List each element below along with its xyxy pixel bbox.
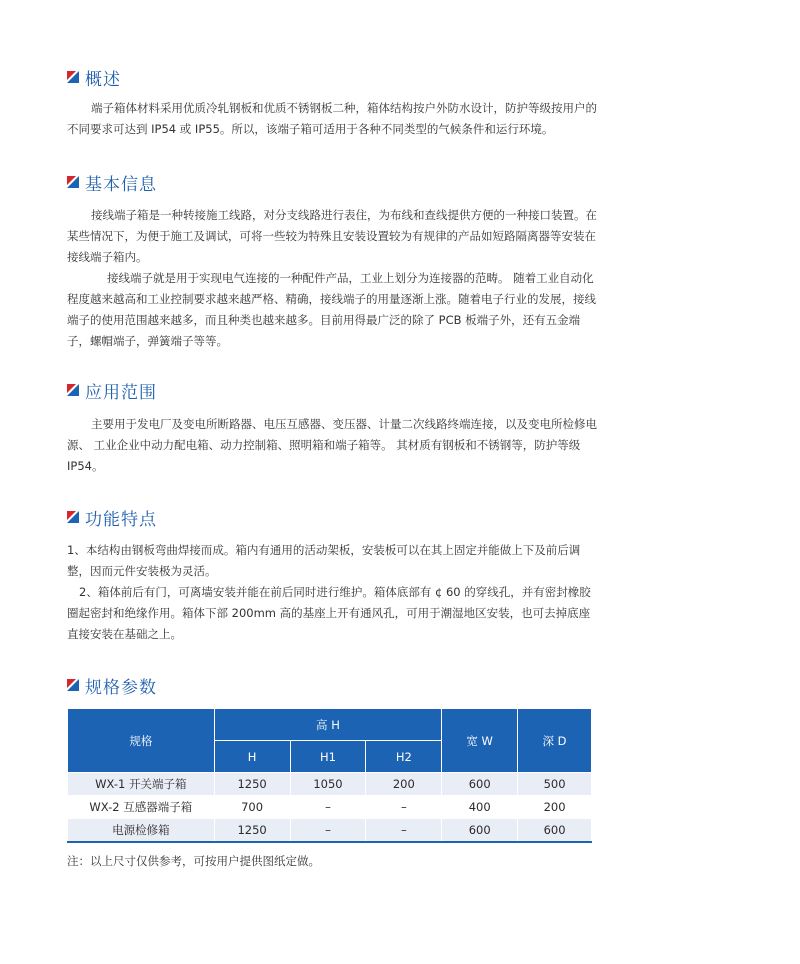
table-row: [68, 796, 592, 819]
header-h1: H1: [290, 741, 366, 773]
section-marker-icon: [67, 71, 79, 83]
cell-d: 600: [518, 819, 592, 843]
table-row: [68, 773, 592, 796]
section-marker-icon: [67, 511, 79, 523]
paragraph: 1、本结构由钢板弯曲焊接而成。箱内有通用的活动架板，安装板可以在其上固定并能做上下及前后调整，因而元件安装极为灵活。: [67, 543, 581, 578]
section-marker-icon: [67, 176, 79, 188]
header-model: 规格: [68, 709, 215, 773]
header-h2: H2: [366, 741, 442, 773]
section-title: 应用范围: [85, 382, 157, 403]
section-title: 基本信息: [85, 174, 157, 195]
paragraph: 接线端子箱是一种转接施工线路，对分支线路进行表住，为布线和查线提供方便的一种接口装置。在某些情况下，为便于施工及调试，可将一些较为特殊且安装设置较为有规律的产品如短路隔离器等安装在接线端子箱内。: [67, 208, 597, 264]
cell-h: 1250: [214, 819, 290, 843]
section-marker-icon: [67, 384, 79, 396]
cell-w: 600: [442, 819, 518, 843]
header-depth: 深 D: [518, 709, 592, 773]
overview-body: [67, 98, 597, 140]
header-width: 宽 W: [442, 709, 518, 773]
paragraph: 端子箱体材料采用优质冷轧钢板和优质不锈钢板二种，箱体结构按户外防水设计，防护等级按用户的不同要求可达到 IP54 或 IP55。所以，该端子箱可适用于各种不同类型的气候条件和运行环境。: [67, 101, 597, 136]
section-title: 规格参数: [85, 677, 157, 698]
spec-table: [67, 708, 592, 843]
cell-h1: –: [290, 796, 366, 819]
cell-h2: –: [366, 796, 442, 819]
cell-d: 200: [518, 796, 592, 819]
section-header-specs: [67, 673, 157, 697]
cell-h2: 200: [366, 773, 442, 796]
section-marker-icon: [67, 679, 79, 691]
cell-h: 700: [214, 796, 290, 819]
section-header-overview: [67, 65, 121, 89]
cell-model: 电源检修箱: [68, 819, 215, 843]
header-height-group: 高 H: [214, 709, 442, 741]
section-title: 功能特点: [85, 509, 157, 530]
cell-h1: –: [290, 819, 366, 843]
cell-model: WX-1 开关端子箱: [68, 773, 215, 796]
section-header-application: [67, 378, 157, 402]
basic-info-body: [67, 205, 597, 352]
cell-w: 400: [442, 796, 518, 819]
section-header-features: [67, 505, 157, 529]
cell-h2: –: [366, 819, 442, 843]
cell-model: WX-2 互感器端子箱: [68, 796, 215, 819]
paragraph: 接线端子就是用于实现电气连接的一种配件产品，工业上划分为连接器的范畴。 随着工业自动化程度越来越高和工业控制要求越来越严格、精确，接线端子的用量逐渐上涨。随着电子行业的发展，接线端子的使用范围越来越多，而且种类也越来越多。目前用得最广泛的除了 PCB 板端子外，还有五金端子，螺帽端子，弹簧端子等等。: [67, 271, 596, 348]
section-title: 概述: [85, 69, 121, 90]
application-body: [67, 414, 597, 477]
cell-d: 500: [518, 773, 592, 796]
paragraph: 主要用于发电厂及变电所断路器、电压互感器、变压器、计量二次线路终端连接，以及变电所检修电源、 工业企业中动力配电箱、动力控制箱、照明箱和端子箱等。 其材质有钢板和不锈钢等，防护等级 IP54。: [67, 417, 597, 473]
section-header-basic-info: [67, 170, 157, 194]
table-note: 注：以上尺寸仅供参考，可按用户提供图纸定做。: [67, 854, 320, 868]
features-body: [67, 540, 597, 645]
cell-h1: 1050: [290, 773, 366, 796]
table-row: [68, 819, 592, 843]
cell-h: 1250: [214, 773, 290, 796]
cell-w: 600: [442, 773, 518, 796]
header-h: H: [214, 741, 290, 773]
paragraph: 2、箱体前后有门，可离墙安装并能在前后同时进行维护。箱体底部有 ¢ 60 的穿线孔，并有密封橡胶圈起密封和绝缘作用。箱体下部 200mm 高的基座上开有通风孔，可用于潮湿地区安装，也可去掉底座直接安装在基础之上。: [67, 585, 591, 641]
